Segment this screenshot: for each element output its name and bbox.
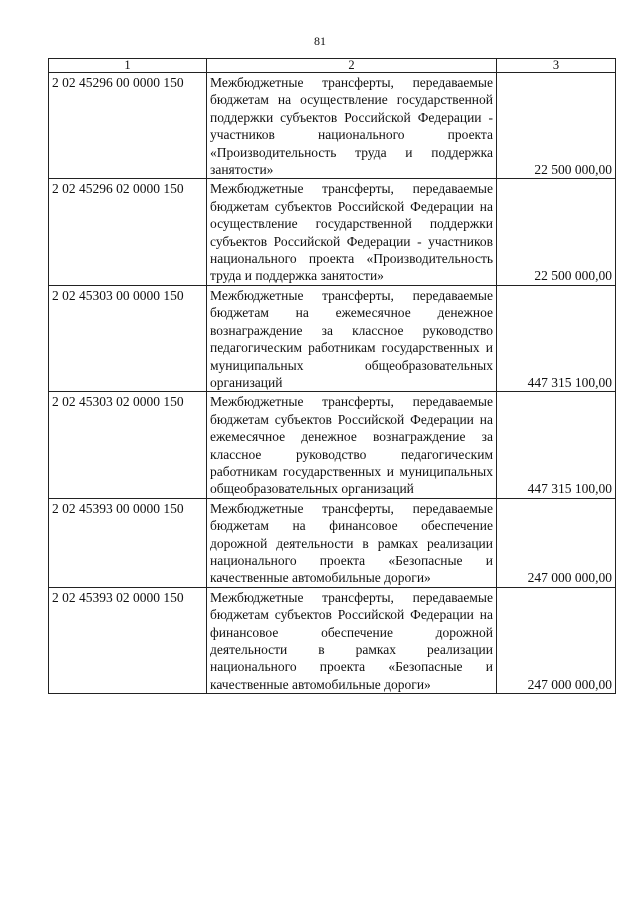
table-row xyxy=(49,179,616,285)
row-description: Межбюджетные трансферты, передаваемые бюджетам субъектов Российской Федерации на ежемесячное денежное вознаграждение за классное руководство педагогическим работникам государственных и муниципальных общеобразовательных организаций xyxy=(207,392,497,498)
row-amount: 22 500 000,00 xyxy=(497,179,616,285)
row-description: Межбюджетные трансферты, передаваемые бюджетам на ежемесячное денежное вознаграждение за классное руководство педагогическим работникам государственных и муниципальных общеобразовательных организаций xyxy=(207,285,497,391)
table-row xyxy=(49,73,616,179)
row-amount: 247 000 000,00 xyxy=(497,587,616,693)
row-description: Межбюджетные трансферты, передаваемые бюджетам субъектов Российской Федерации на финансовое обеспечение дорожной деятельности в рамках реализации национального проекта «Безопасные и качественные автомобильные дороги» xyxy=(207,587,497,693)
page-number: 81 xyxy=(314,34,326,48)
table-row xyxy=(49,498,616,587)
table-row xyxy=(49,587,616,693)
row-description: Межбюджетные трансферты, передаваемые бюджетам на осуществление государственной поддержки субъектов Российской Федерации - участников национального проекта «Производительность труда и поддержка занятости» xyxy=(207,73,497,179)
budget-code: 2 02 45303 02 0000 150 xyxy=(49,392,207,498)
budget-code: 2 02 45393 02 0000 150 xyxy=(49,587,207,693)
budget-code: 2 02 45296 02 0000 150 xyxy=(49,179,207,285)
row-amount: 447 315 100,00 xyxy=(497,285,616,391)
budget-code: 2 02 45303 00 0000 150 xyxy=(49,285,207,391)
table-row xyxy=(49,392,616,498)
header-col-3: 3 xyxy=(497,59,616,73)
header-row xyxy=(49,59,616,73)
row-amount: 247 000 000,00 xyxy=(497,498,616,587)
header-col-1: 1 xyxy=(49,59,207,73)
row-description: Межбюджетные трансферты, передаваемые бюджетам субъектов Российской Федерации на осуществление государственной поддержки субъектов Российской Федерации - участников национального проекта «Производительность труда и поддержка занятости» xyxy=(207,179,497,285)
budget-code: 2 02 45393 00 0000 150 xyxy=(49,498,207,587)
budget-table xyxy=(48,58,616,694)
budget-code: 2 02 45296 00 0000 150 xyxy=(49,73,207,179)
row-amount: 22 500 000,00 xyxy=(497,73,616,179)
table-row xyxy=(49,285,616,391)
header-col-2: 2 xyxy=(207,59,497,73)
row-description: Межбюджетные трансферты, передаваемые бюджетам на финансовое обеспечение дорожной деятельности в рамках реализации национального проекта «Безопасные и качественные автомобильные дороги» xyxy=(207,498,497,587)
row-amount: 447 315 100,00 xyxy=(497,392,616,498)
